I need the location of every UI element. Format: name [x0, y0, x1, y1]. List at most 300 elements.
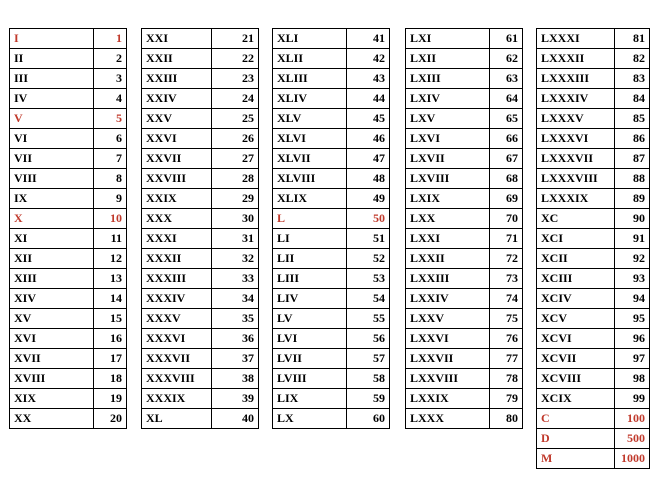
numeral-table-21-to-40: [141, 28, 259, 429]
arabic-number-cell: 22: [212, 49, 259, 69]
roman-numeral-cell: XCIV: [537, 289, 615, 309]
arabic-number-cell: 18: [94, 369, 127, 389]
arabic-number-cell: 64: [490, 89, 523, 109]
arabic-number-cell: 9: [94, 189, 127, 209]
numeral-row: [273, 309, 390, 329]
arabic-number-cell: 31: [212, 229, 259, 249]
arabic-number-cell: 12: [94, 249, 127, 269]
numeral-row: [406, 169, 523, 189]
arabic-number-cell: 90: [615, 209, 650, 229]
arabic-number-cell: 54: [347, 289, 390, 309]
arabic-number-cell: 7: [94, 149, 127, 169]
numeral-row: [273, 229, 390, 249]
numeral-row: [537, 429, 650, 449]
numeral-row: [142, 229, 259, 249]
roman-numeral-cell: XVIII: [10, 369, 94, 389]
arabic-number-cell: 46: [347, 129, 390, 149]
numeral-row: [273, 329, 390, 349]
numeral-row: [142, 149, 259, 169]
roman-numeral-cell: LXVI: [406, 129, 490, 149]
numeral-row: [10, 129, 127, 149]
numeral-row: [142, 309, 259, 329]
arabic-number-cell: 88: [615, 169, 650, 189]
arabic-number-cell: 39: [212, 389, 259, 409]
arabic-number-cell: 74: [490, 289, 523, 309]
roman-numeral-cell: LXV: [406, 109, 490, 129]
arabic-number-cell: 48: [347, 169, 390, 189]
roman-numeral-cell: LXXXVI: [537, 129, 615, 149]
roman-numeral-cell: XL: [142, 409, 212, 429]
roman-numeral-cell: XCII: [537, 249, 615, 269]
numeral-row: [142, 49, 259, 69]
roman-numeral-cell: XXVII: [142, 149, 212, 169]
numeral-row: [142, 409, 259, 429]
arabic-number-cell: 45: [347, 109, 390, 129]
arabic-number-cell: 27: [212, 149, 259, 169]
numeral-row: [406, 69, 523, 89]
numeral-row: [537, 349, 650, 369]
roman-numeral-cell: LXXXI: [537, 29, 615, 49]
roman-numeral-cell: II: [10, 49, 94, 69]
roman-numeral-cell: XLVII: [273, 149, 347, 169]
arabic-number-cell: 1: [94, 29, 127, 49]
roman-numeral-cell: XXII: [142, 49, 212, 69]
arabic-number-cell: 66: [490, 129, 523, 149]
numeral-row: [142, 269, 259, 289]
numeral-row: [406, 89, 523, 109]
numeral-row: [10, 369, 127, 389]
arabic-number-cell: 35: [212, 309, 259, 329]
arabic-number-cell: 2: [94, 49, 127, 69]
roman-numeral-cell: LIV: [273, 289, 347, 309]
roman-numeral-cell: LI: [273, 229, 347, 249]
arabic-number-cell: 44: [347, 89, 390, 109]
numeral-row: [406, 129, 523, 149]
numeral-row: [10, 29, 127, 49]
numeral-row: [142, 329, 259, 349]
numeral-row: [273, 249, 390, 269]
roman-numeral-cell: XCI: [537, 229, 615, 249]
numeral-row: [273, 189, 390, 209]
roman-numeral-cell: LVIII: [273, 369, 347, 389]
numeral-table-41-to-60: [272, 28, 390, 429]
roman-numeral-cell: XXIX: [142, 189, 212, 209]
numeral-row: [273, 49, 390, 69]
arabic-number-cell: 96: [615, 329, 650, 349]
roman-numeral-cell: XIV: [10, 289, 94, 309]
numeral-row: [273, 29, 390, 49]
arabic-number-cell: 49: [347, 189, 390, 209]
roman-numeral-cell: XLIII: [273, 69, 347, 89]
numeral-row: [537, 369, 650, 389]
arabic-number-cell: 21: [212, 29, 259, 49]
numeral-row: [10, 49, 127, 69]
roman-numeral-cell: XXI: [142, 29, 212, 49]
arabic-number-cell: 86: [615, 129, 650, 149]
roman-numeral-cell: XXXVI: [142, 329, 212, 349]
roman-numeral-cell: LXXX: [406, 409, 490, 429]
roman-numeral-cell: XLIX: [273, 189, 347, 209]
numeral-row: [10, 309, 127, 329]
arabic-number-cell: 72: [490, 249, 523, 269]
numeral-row: [406, 209, 523, 229]
numeral-row: [537, 89, 650, 109]
roman-numeral-cell: XI: [10, 229, 94, 249]
roman-numeral-cell: XCIII: [537, 269, 615, 289]
numeral-row: [537, 49, 650, 69]
roman-numeral-cell: LXI: [406, 29, 490, 49]
arabic-number-cell: 24: [212, 89, 259, 109]
numeral-row: [273, 369, 390, 389]
numeral-row: [406, 409, 523, 429]
arabic-number-cell: 93: [615, 269, 650, 289]
roman-numeral-cell: LXIX: [406, 189, 490, 209]
numeral-row: [10, 249, 127, 269]
arabic-number-cell: 11: [94, 229, 127, 249]
arabic-number-cell: 83: [615, 69, 650, 89]
numeral-row: [273, 289, 390, 309]
roman-numeral-cell: M: [537, 449, 615, 469]
arabic-number-cell: 89: [615, 189, 650, 209]
arabic-number-cell: 4: [94, 89, 127, 109]
arabic-number-cell: 67: [490, 149, 523, 169]
arabic-number-cell: 78: [490, 369, 523, 389]
arabic-number-cell: 26: [212, 129, 259, 149]
numeral-row: [142, 369, 259, 389]
roman-numeral-cell: LXVII: [406, 149, 490, 169]
arabic-number-cell: 91: [615, 229, 650, 249]
numeral-row: [537, 249, 650, 269]
roman-numeral-cell: VIII: [10, 169, 94, 189]
roman-numeral-cell: LXXXII: [537, 49, 615, 69]
numeral-row: [406, 289, 523, 309]
arabic-number-cell: 5: [94, 109, 127, 129]
numeral-row: [142, 189, 259, 209]
roman-numeral-cell: LIX: [273, 389, 347, 409]
table-body: [406, 29, 523, 429]
roman-numeral-cell: D: [537, 429, 615, 449]
numeral-row: [10, 409, 127, 429]
roman-numeral-cell: LXXXIV: [537, 89, 615, 109]
roman-numeral-cell: LXXXIII: [537, 69, 615, 89]
arabic-number-cell: 29: [212, 189, 259, 209]
roman-numeral-cell: XCV: [537, 309, 615, 329]
arabic-number-cell: 62: [490, 49, 523, 69]
roman-numeral-cell: LXXVIII: [406, 369, 490, 389]
roman-numeral-cell: XIX: [10, 389, 94, 409]
arabic-number-cell: 32: [212, 249, 259, 269]
numeral-row: [10, 289, 127, 309]
arabic-number-cell: 59: [347, 389, 390, 409]
numeral-table-81-to-1000: [536, 28, 650, 469]
arabic-number-cell: 100: [615, 409, 650, 429]
numeral-row: [406, 389, 523, 409]
roman-numeral-cell: XLV: [273, 109, 347, 129]
arabic-number-cell: 61: [490, 29, 523, 49]
numeral-row: [273, 69, 390, 89]
roman-numeral-cell: X: [10, 209, 94, 229]
arabic-number-cell: 23: [212, 69, 259, 89]
numeral-row: [142, 209, 259, 229]
arabic-number-cell: 13: [94, 269, 127, 289]
arabic-number-cell: 1000: [615, 449, 650, 469]
roman-numeral-cell: XX: [10, 409, 94, 429]
roman-numeral-cell: LII: [273, 249, 347, 269]
arabic-number-cell: 71: [490, 229, 523, 249]
arabic-number-cell: 50: [347, 209, 390, 229]
arabic-number-cell: 41: [347, 29, 390, 49]
numeral-row: [406, 329, 523, 349]
numeral-row: [537, 149, 650, 169]
numeral-row: [10, 109, 127, 129]
arabic-number-cell: 81: [615, 29, 650, 49]
arabic-number-cell: 73: [490, 269, 523, 289]
arabic-number-cell: 84: [615, 89, 650, 109]
numeral-row: [142, 69, 259, 89]
arabic-number-cell: 97: [615, 349, 650, 369]
arabic-number-cell: 94: [615, 289, 650, 309]
roman-numeral-cell: XXIV: [142, 89, 212, 109]
arabic-number-cell: 6: [94, 129, 127, 149]
roman-numeral-cell: LXII: [406, 49, 490, 69]
numeral-row: [537, 169, 650, 189]
arabic-number-cell: 25: [212, 109, 259, 129]
arabic-number-cell: 82: [615, 49, 650, 69]
numeral-row: [10, 229, 127, 249]
numeral-row: [537, 229, 650, 249]
numeral-row: [406, 229, 523, 249]
roman-numeral-cell: L: [273, 209, 347, 229]
arabic-number-cell: 15: [94, 309, 127, 329]
numeral-row: [273, 89, 390, 109]
arabic-number-cell: 56: [347, 329, 390, 349]
arabic-number-cell: 52: [347, 249, 390, 269]
roman-numeral-cell: I: [10, 29, 94, 49]
roman-numeral-cell: XV: [10, 309, 94, 329]
roman-numeral-cell: XXXV: [142, 309, 212, 329]
numeral-row: [537, 29, 650, 49]
numeral-row: [406, 109, 523, 129]
numeral-row: [10, 389, 127, 409]
arabic-number-cell: 40: [212, 409, 259, 429]
numeral-row: [142, 389, 259, 409]
arabic-number-cell: 16: [94, 329, 127, 349]
arabic-number-cell: 79: [490, 389, 523, 409]
numeral-row: [406, 369, 523, 389]
roman-numeral-cell: XCVI: [537, 329, 615, 349]
arabic-number-cell: 28: [212, 169, 259, 189]
table-body: [537, 29, 650, 469]
numeral-row: [537, 109, 650, 129]
numeral-row: [406, 29, 523, 49]
arabic-number-cell: 80: [490, 409, 523, 429]
roman-numeral-cell: XXIII: [142, 69, 212, 89]
arabic-number-cell: 500: [615, 429, 650, 449]
numeral-table-61-to-80: [405, 28, 523, 429]
numeral-row: [537, 189, 650, 209]
roman-numeral-cell: XXXI: [142, 229, 212, 249]
roman-numeral-cell: XXV: [142, 109, 212, 129]
roman-numeral-cell: LXXIX: [406, 389, 490, 409]
arabic-number-cell: 51: [347, 229, 390, 249]
numeral-row: [142, 349, 259, 369]
arabic-number-cell: 34: [212, 289, 259, 309]
arabic-number-cell: 65: [490, 109, 523, 129]
numeral-row: [142, 289, 259, 309]
numeral-row: [10, 149, 127, 169]
arabic-number-cell: 17: [94, 349, 127, 369]
roman-numeral-cell: XLVIII: [273, 169, 347, 189]
arabic-number-cell: 47: [347, 149, 390, 169]
roman-numeral-cell: LXXIV: [406, 289, 490, 309]
arabic-number-cell: 3: [94, 69, 127, 89]
roman-numeral-cell: XLI: [273, 29, 347, 49]
numeral-row: [273, 269, 390, 289]
numeral-row: [406, 309, 523, 329]
numeral-row: [142, 29, 259, 49]
roman-numeral-cell: XVII: [10, 349, 94, 369]
numeral-row: [537, 389, 650, 409]
numeral-row: [273, 349, 390, 369]
roman-numeral-cell: IX: [10, 189, 94, 209]
roman-numeral-cell: LXXXVIII: [537, 169, 615, 189]
roman-numeral-cell: VII: [10, 149, 94, 169]
arabic-number-cell: 43: [347, 69, 390, 89]
arabic-number-cell: 37: [212, 349, 259, 369]
roman-numeral-cell: XLVI: [273, 129, 347, 149]
arabic-number-cell: 63: [490, 69, 523, 89]
numeral-row: [10, 169, 127, 189]
table-body: [142, 29, 259, 429]
roman-numeral-cell: LXXII: [406, 249, 490, 269]
numeral-row: [537, 409, 650, 429]
roman-numeral-cell: LVI: [273, 329, 347, 349]
numeral-row: [142, 249, 259, 269]
arabic-number-cell: 92: [615, 249, 650, 269]
roman-numeral-cell: XXX: [142, 209, 212, 229]
arabic-number-cell: 20: [94, 409, 127, 429]
arabic-number-cell: 36: [212, 329, 259, 349]
roman-numeral-cell: LXIII: [406, 69, 490, 89]
numeral-row: [273, 209, 390, 229]
numeral-row: [537, 209, 650, 229]
arabic-number-cell: 95: [615, 309, 650, 329]
arabic-number-cell: 76: [490, 329, 523, 349]
numeral-row: [10, 89, 127, 109]
arabic-number-cell: 87: [615, 149, 650, 169]
arabic-number-cell: 33: [212, 269, 259, 289]
arabic-number-cell: 98: [615, 369, 650, 389]
arabic-number-cell: 19: [94, 389, 127, 409]
roman-numeral-cell: LXXIII: [406, 269, 490, 289]
roman-numeral-cell: XLIV: [273, 89, 347, 109]
roman-numeral-cell: LXVIII: [406, 169, 490, 189]
roman-numeral-cell: LV: [273, 309, 347, 329]
roman-numeral-cell: LXXXIX: [537, 189, 615, 209]
numeral-row: [10, 269, 127, 289]
arabic-number-cell: 8: [94, 169, 127, 189]
numeral-row: [273, 109, 390, 129]
numeral-row: [273, 409, 390, 429]
arabic-number-cell: 53: [347, 269, 390, 289]
roman-numeral-cell: V: [10, 109, 94, 129]
roman-numeral-cell: XC: [537, 209, 615, 229]
numeral-row: [406, 189, 523, 209]
roman-numeral-cell: XXXIV: [142, 289, 212, 309]
arabic-number-cell: 70: [490, 209, 523, 229]
numeral-row: [10, 69, 127, 89]
roman-numeral-cell: LXXXVII: [537, 149, 615, 169]
arabic-number-cell: 14: [94, 289, 127, 309]
numeral-row: [142, 89, 259, 109]
arabic-number-cell: 38: [212, 369, 259, 389]
roman-numeral-cell: LXXI: [406, 229, 490, 249]
arabic-number-cell: 57: [347, 349, 390, 369]
numeral-row: [406, 269, 523, 289]
table-body: [273, 29, 390, 429]
arabic-number-cell: 77: [490, 349, 523, 369]
roman-numeral-cell: LXXVII: [406, 349, 490, 369]
roman-numeral-cell: LXXXV: [537, 109, 615, 129]
roman-numeral-cell: XXVIII: [142, 169, 212, 189]
numeral-row: [142, 109, 259, 129]
roman-numeral-cell: LXXVI: [406, 329, 490, 349]
arabic-number-cell: 85: [615, 109, 650, 129]
roman-numeral-cell: XIII: [10, 269, 94, 289]
roman-numeral-cell: LVII: [273, 349, 347, 369]
arabic-number-cell: 58: [347, 369, 390, 389]
roman-numeral-cell: XII: [10, 249, 94, 269]
arabic-number-cell: 60: [347, 409, 390, 429]
roman-numeral-cell: XCIX: [537, 389, 615, 409]
roman-numeral-cell: XXXVIII: [142, 369, 212, 389]
numeral-row: [537, 449, 650, 469]
numeral-row: [537, 289, 650, 309]
numeral-row: [10, 209, 127, 229]
numeral-row: [406, 349, 523, 369]
numeral-table-1-to-20: [9, 28, 127, 429]
numeral-row: [406, 49, 523, 69]
roman-numeral-cell: XCVIII: [537, 369, 615, 389]
numeral-row: [537, 269, 650, 289]
roman-numeral-cell: III: [10, 69, 94, 89]
numeral-row: [273, 149, 390, 169]
arabic-number-cell: 75: [490, 309, 523, 329]
roman-numeral-cell: LIII: [273, 269, 347, 289]
arabic-number-cell: 42: [347, 49, 390, 69]
numeral-row: [10, 189, 127, 209]
roman-numeral-cell: LX: [273, 409, 347, 429]
roman-numeral-cell: XVI: [10, 329, 94, 349]
roman-numeral-cell: XXXIX: [142, 389, 212, 409]
roman-numeral-cell: LXX: [406, 209, 490, 229]
roman-numeral-cell: XCVII: [537, 349, 615, 369]
arabic-number-cell: 99: [615, 389, 650, 409]
numeral-row: [10, 329, 127, 349]
roman-numeral-cell: XXXIII: [142, 269, 212, 289]
arabic-number-cell: 68: [490, 169, 523, 189]
roman-numeral-cell: C: [537, 409, 615, 429]
arabic-number-cell: 10: [94, 209, 127, 229]
numeral-row: [406, 249, 523, 269]
numeral-row: [537, 129, 650, 149]
numeral-row: [537, 329, 650, 349]
roman-numeral-cell: XXVI: [142, 129, 212, 149]
table-body: [10, 29, 127, 429]
roman-numeral-cell: LXIV: [406, 89, 490, 109]
arabic-number-cell: 30: [212, 209, 259, 229]
numeral-row: [406, 149, 523, 169]
